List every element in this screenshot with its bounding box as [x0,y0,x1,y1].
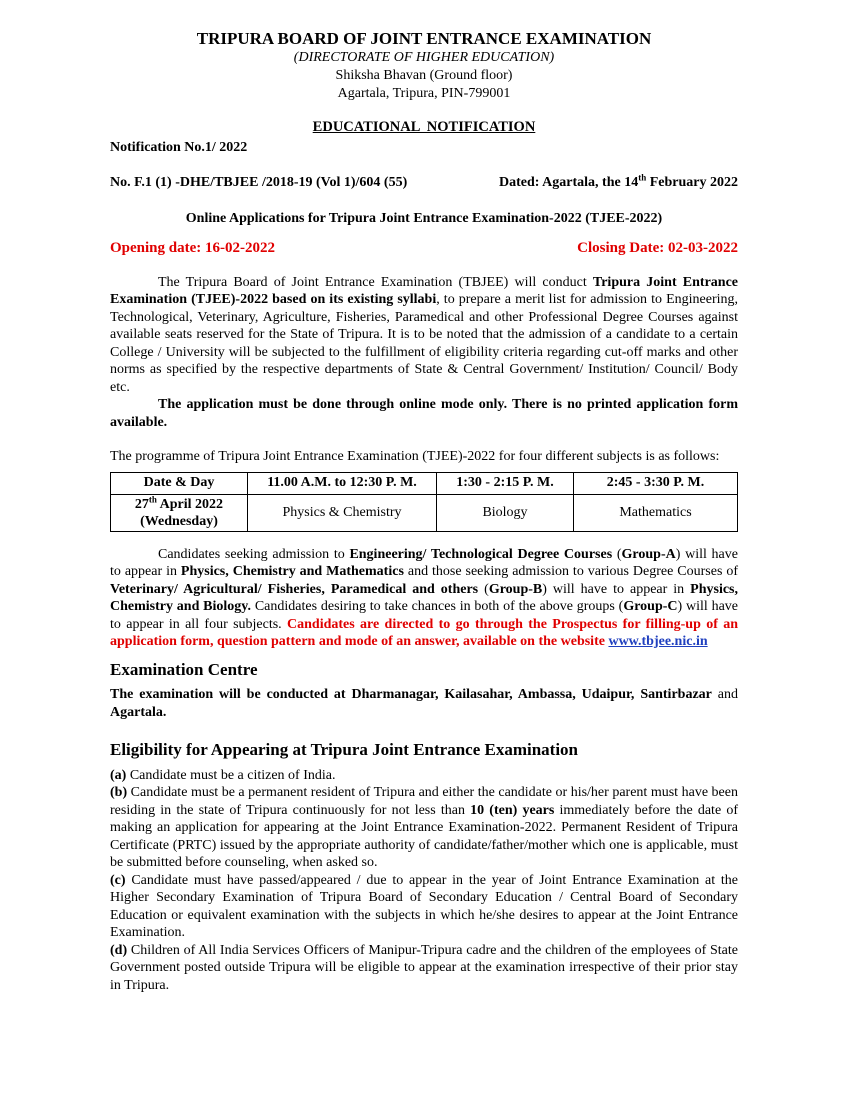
reference-row [110,174,738,192]
address-line-1: Shiksha Bhavan (Ground floor) [335,68,513,83]
dates-row [110,240,738,258]
subject-line: Online Applications for Tripura Joint Entrance Examination-2022 (TJEE-2022) [185,210,663,226]
programme-intro: The programme of Tripura Joint Entrance Examination (TJEE)-2022 for four different subjects is as follows: [110,449,720,464]
slot-3-subjects: Mathematics [574,494,738,531]
eligibility-item-c: (c) Candidate must have passed/appeared / due to appear in the year of Joint Entrance Examination at the Higher Secondary Examination of Tripura Board of Secondary Education / Central Board of Secondary Education or equivalent examination with the subjects in which he/she desires to appear at the Joint Entrance Examination. [110,872,738,940]
header-slot-3: 2:45 - 3:30 P. M. [574,472,738,494]
reference-number: No. F.1 (1) -DHE/TBJEE /2018-19 (Vol 1)/604 (55) [110,175,408,190]
header-slot-1: 11.00 A.M. to 12:30 P. M. [248,472,437,494]
prospectus-note: Candidates are directed to go through the Prospectus for filling-up of an application form, question pattern and mode of an answer, available on the website [110,616,738,649]
closing-date: Closing Date: 02-03-2022 [577,240,738,256]
header-slot-2: 1:30 - 2:15 P. M. [437,472,574,494]
schedule-header-row [111,472,738,494]
notice-page [110,28,738,994]
header-date-day: Date & Day [111,472,248,494]
exam-schedule-table [110,472,738,532]
dated: Dated: Agartala, the 14th February 2022 [499,172,738,190]
address-line-2: Agartala, Tripura, PIN-799001 [337,86,511,101]
slot-2-subjects: Biology [437,494,574,531]
website-link[interactable]: www.tbjee.nic.in [608,634,708,649]
online-mode-note: The application must be done through online mode only. There is no printed application form available. [110,397,738,430]
slot-1-subjects: Physics & Chemistry [248,494,437,531]
board-name: TRIPURA BOARD OF JOINT ENTRANCE EXAMINATION [196,29,652,48]
exam-centre-text: The examination will be conducted at Dharmanagar, Kailasahar, Ambassa, Udaipur, Santirbazar and Agartala. [110,687,738,720]
letterhead [110,28,738,103]
notification-title: EDUCATIONAL NOTIFICATION [312,119,536,135]
exam-date: 27th April 2022 (Wednesday) [111,494,248,531]
notification-number: Notification No.1/ 2022 [110,139,248,155]
directorate: (DIRECTORATE OF HIGHER EDUCATION) [293,50,555,65]
exam-centre-heading: Examination Centre [110,659,258,679]
schedule-row [111,494,738,531]
intro-paragraph: The Tripura Board of Joint Entrance Examination (TBJEE) will conduct Tripura Joint Entrance Examination (TJEE)-2022 based on its existing syllabi, to prepare a merit list for admission to Engineering, Technological, Veterinary, Agriculture, Fisheries, Paramedical and other Professional Degree Courses against available seats reserved for the State of Tripura. It is to be noted that the admission of a candidate to a certain College / University will be subjected to the fulfillment of eligibility criteria regarding cut-off marks and other norms as specified by the respective departments of State & Central Government/ Institution/ Council/ Body etc. [110,274,738,395]
eligibility-heading: Eligibility for Appearing at Tripura Joint Entrance Examination [110,740,579,759]
eligibility-item-a: (a) Candidate must be a citizen of India. [110,767,336,783]
eligibility-item-d: (d) Children of All India Services Officers of Manipur-Tripura cadre and the children of the employees of State Government posted outside Tripura will be eligible to appear at the examination irrespective of their prior stay in Tripura. [110,942,738,993]
eligibility-item-b: (b) Candidate must be a permanent resident of Tripura and either the candidate or his/her parent must have been residing in the state of Tripura continuously for not less than 10 (ten) years immediately before the date of making an application for appearing at the Joint Entrance Examination-2022. Permanent Resident of Tripura Certificate (PRTC) issued by the appropriate authority of candidate/father/mother which one is applicable, must be submitted before counseling, when asked so. [110,785,738,870]
groups-paragraph: Candidates seeking admission to Engineering/ Technological Degree Courses (Group-A) will have to appear in Physics, Chemistry and Mathematics and those seeking admission to various Degree Courses of Veterinary/ Agricultural/ Fisheries, Paramedical and others (Group-B) will have to appear in Physics, Chemistry and Biology. Candidates desiring to take chances in both of the above groups (Group-C) will have to appear in all four subjects. Candidates are directed to go through the Prospectus for filling-up of an application form, question pattern and mode of an answer, available on the website www.tbjee.nic.in [110,546,739,649]
opening-date: Opening date: 16-02-2022 [110,240,275,256]
